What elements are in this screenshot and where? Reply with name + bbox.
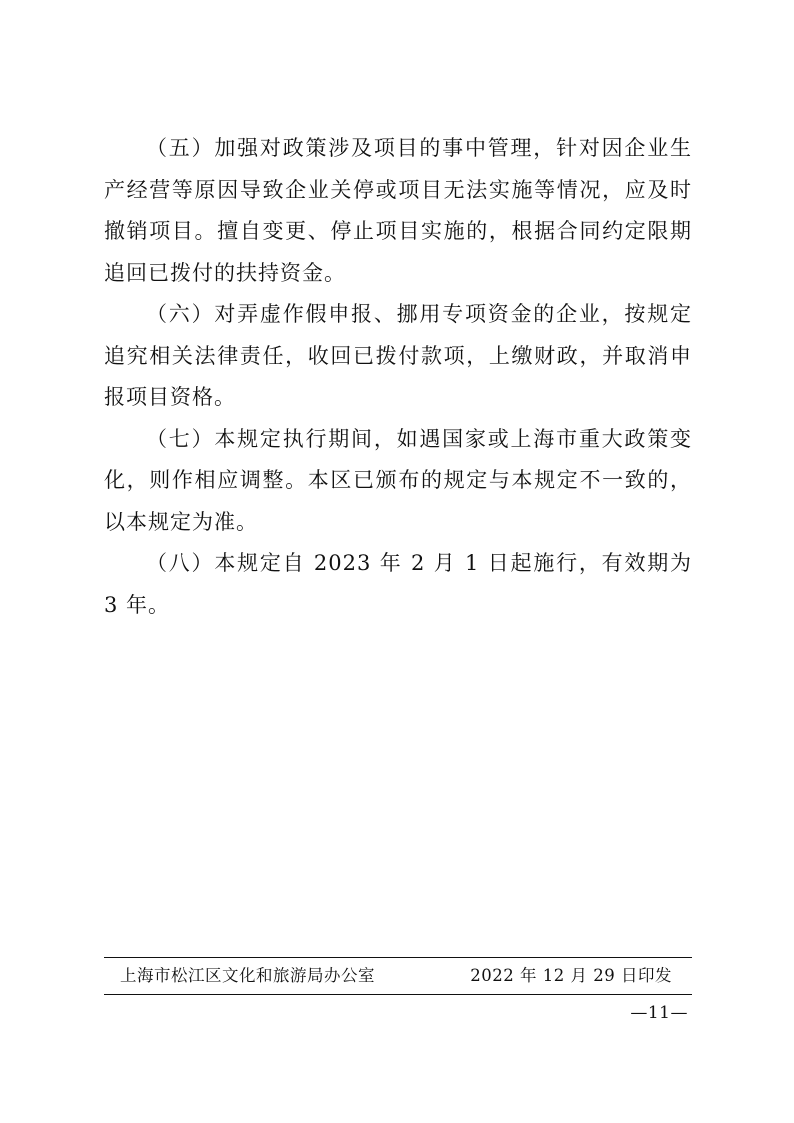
paragraph-5: （五）加强对政策涉及项目的事中管理，针对因企业生产经营等原因导致企业关停或项目无法实施等情况，应及时撤销项目。擅自变更、停止项目实施的，根据合同约定限期追回已拨付的扶持资金。 [104,136,692,285]
footer-line [104,958,692,994]
page-number: —11— [630,1003,688,1023]
footer-issuer: 上海市松江区文化和旅游局办公室 [120,966,375,985]
print-footer [104,957,692,995]
paragraph-7: （七）本规定执行期间，如遇国家或上海市重大政策变化，则作相应调整。本区已颁布的规定与本规定不一致的，以本规定为准。 [104,426,692,534]
footer-date: 2022 年 12 月 29 日印发 [470,966,672,985]
footer-bottom-rule [104,994,692,995]
paragraph-8: （八）本规定自 2023 年 2 月 1 日起施行，有效期为 3 年。 [104,551,692,617]
document-body [104,128,692,626]
paragraph-6: （六）对弄虚作假申报、挪用专项资金的企业，按规定追究相关法律责任，收回已拨付款项，上缴财政，并取消申报项目资格。 [104,302,692,409]
